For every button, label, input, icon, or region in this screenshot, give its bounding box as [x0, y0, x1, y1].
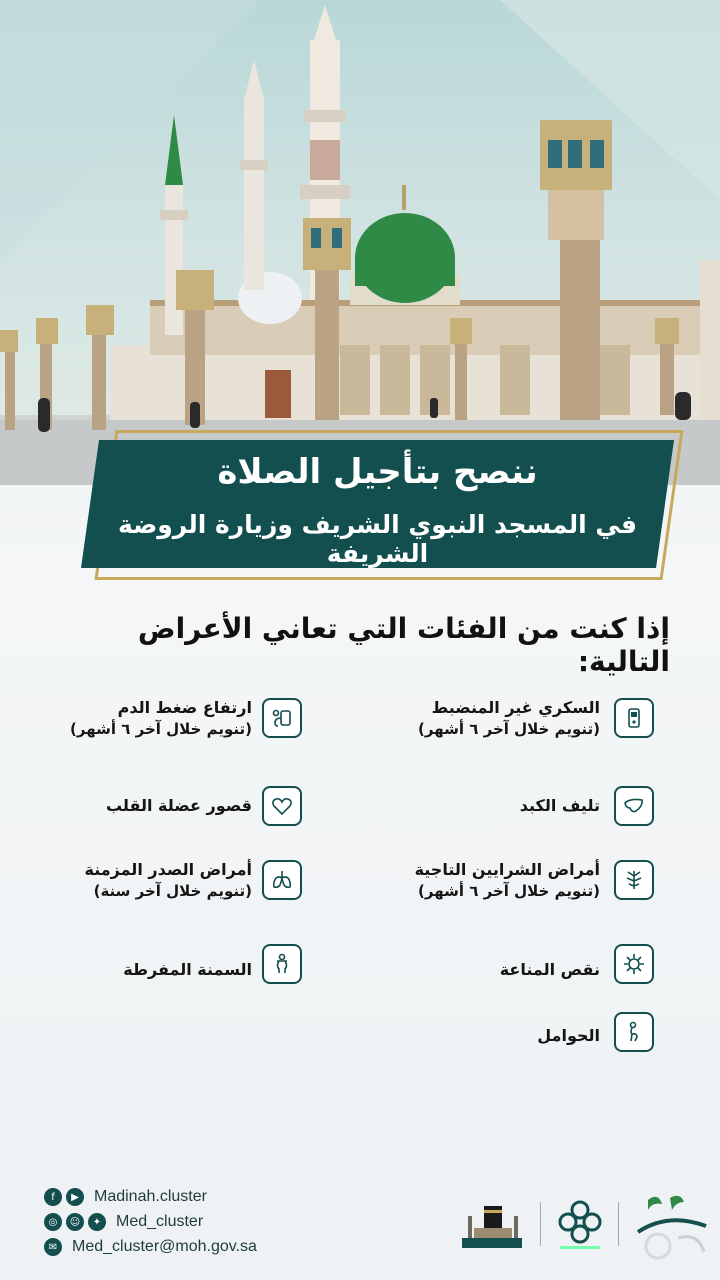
condition-note: (تنويم خلال آخر ٦ أشهر)	[70, 720, 252, 738]
condition-label: أمراض الصدر المزمنة	[84, 860, 252, 879]
hero-mosque-image	[0, 0, 720, 485]
conditions-heading: إذا كنت من الفئات التي تعاني الأعراض التالية:	[137, 612, 670, 678]
social-handle[interactable]: Med_cluster	[116, 1213, 204, 1230]
divider-line	[618, 1202, 619, 1246]
immunity-icon	[614, 944, 654, 984]
condition-item-obesity	[50, 942, 310, 986]
condition-note: (تنويم خلال آخر ٦ أشهر)	[418, 720, 600, 738]
condition-label: السكري غير المنضبط	[431, 698, 600, 717]
footer-row-instagram-snapchat-twitter	[44, 1212, 203, 1232]
condition-item-coronary-artery	[400, 858, 660, 908]
email-icon[interactable]: ✉	[44, 1238, 62, 1256]
condition-item-pregnant	[400, 1010, 660, 1054]
ministry-of-health-logo	[628, 1192, 714, 1264]
condition-label: السمنة المفرطة	[123, 960, 252, 979]
condition-item-chronic-chest	[50, 858, 310, 908]
snapchat-icon[interactable]: ☺	[66, 1213, 84, 1231]
condition-note: (تنويم خلال آخر ٦ أشهر)	[418, 882, 600, 900]
condition-label: الحوامل	[537, 1026, 600, 1045]
condition-label: ارتفاع ضغط الدم	[117, 698, 252, 717]
pregnant-icon	[614, 1012, 654, 1052]
condition-item-heart-failure	[50, 784, 310, 828]
condition-item-hypertension	[50, 696, 310, 746]
facebook-icon[interactable]: f	[44, 1188, 62, 1206]
condition-note: (تنويم خلال آخر سنة)	[93, 882, 252, 900]
divider-line	[540, 1202, 541, 1246]
condition-label: أمراض الشرايين التاجية	[414, 860, 600, 879]
liver-icon	[614, 786, 654, 826]
twitter-icon[interactable]: ✦	[88, 1213, 106, 1231]
footer-row-email	[44, 1237, 257, 1257]
glucometer-icon	[614, 698, 654, 738]
madinah-cluster-logo	[552, 1196, 608, 1252]
condition-item-diabetes	[400, 696, 660, 746]
blood-pressure-icon	[262, 698, 302, 738]
condition-item-immunodeficiency	[400, 942, 660, 986]
condition-label: نقص المناعة	[499, 960, 600, 979]
arteries-icon	[614, 860, 654, 900]
banner-title: ننصح بتأجيل الصلاة	[217, 452, 538, 492]
condition-label: قصور عضلة القلب	[105, 796, 252, 815]
condition-label: تليف الكبد	[519, 796, 600, 815]
mosque-authority-logo	[458, 1198, 526, 1250]
email-address[interactable]: Med_cluster@moh.gov.sa	[72, 1238, 257, 1255]
banner-subtitle: في المسجد النبوي الشريف وزيارة الروضة الشريفة	[117, 510, 638, 568]
instagram-icon[interactable]: ◎	[44, 1213, 62, 1231]
heart-icon	[262, 786, 302, 826]
footer-row-facebook-youtube	[44, 1187, 207, 1207]
lungs-icon	[262, 860, 302, 900]
obesity-icon	[262, 944, 302, 984]
social-handle[interactable]: Madinah.cluster	[94, 1188, 207, 1205]
youtube-icon[interactable]: ▶	[66, 1188, 84, 1206]
condition-item-liver-cirrhosis	[400, 784, 660, 828]
